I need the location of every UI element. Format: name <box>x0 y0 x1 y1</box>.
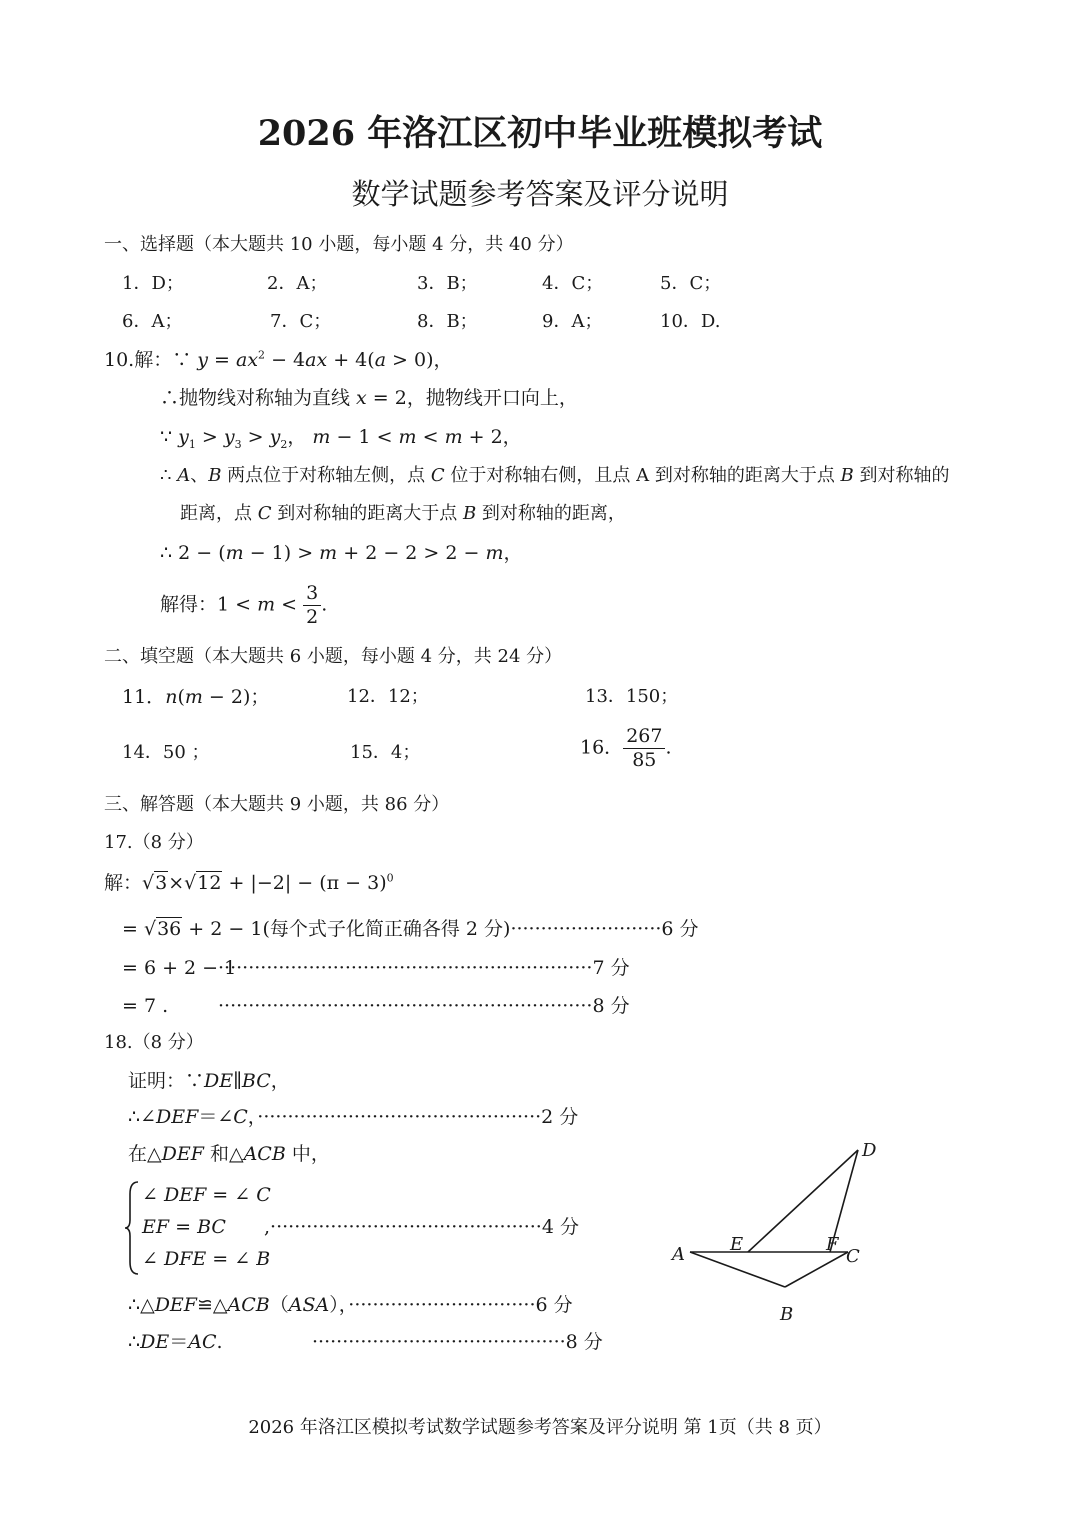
choice-answer: 8．B； <box>417 311 478 332</box>
choice-answer: 7．C； <box>270 311 332 332</box>
q17-step1: = √36 + 2 − 1(每个式子化简正确各得 2 分)·························6 分 <box>122 918 699 940</box>
point-label-b: B <box>780 1304 794 1325</box>
q10-line5: 距离，点 C 到对称轴的距离大于点 B 到对称轴的距离， <box>180 503 626 524</box>
q17-label: 17.（8 分） <box>104 832 204 853</box>
fill-answer-15: 15．4； <box>350 742 421 763</box>
segment-ed <box>748 1150 858 1252</box>
q18-proof-line2: ∴∠DEF＝∠C，···············································2 分 <box>128 1106 579 1128</box>
q17-expression: 解：$√3\times√12 + |-2| - (\pi - 3)^0$ <box>104 871 394 894</box>
point-label-a: A <box>672 1244 685 1265</box>
q18-condition2: EF = BC <box>142 1216 226 1238</box>
page-title: 2026 年洛江区初中毕业班模拟考试 <box>257 113 823 154</box>
q10-line3: ∵ $y_1 > y_3 > y_2$， m − 1 < m < m + 2， <box>160 426 522 451</box>
q10-line4: ∴ A、B 两点位于对称轴左侧，点 C 位于对称轴右侧，且点 A 到对称轴的距离大于点 B 到对称轴的 <box>160 465 950 486</box>
fill-answer-12: 12．12； <box>347 686 429 707</box>
q17-step3-score: ······························································8 分 <box>218 995 630 1017</box>
q18-proof-line1: 证明：∵DE∥BC， <box>128 1070 290 1092</box>
q18-proof-line3: 在△DEF 和△ACB 中， <box>128 1143 330 1165</box>
fill-answer-14: 14．50 ； <box>122 742 210 763</box>
page-footer: 2026 年洛江区模拟考试数学试题参考答案及评分说明 第 1页（共 8 页） <box>248 1417 832 1438</box>
segment-ab <box>690 1252 785 1287</box>
q17-step3: = 7 . <box>122 995 169 1017</box>
point-label-d: D <box>862 1140 877 1161</box>
q18-condition1: ∠ DEF = ∠ C <box>142 1184 271 1206</box>
brace <box>124 1180 140 1276</box>
section3-heading: 三、解答题（本大题共 9 小题，共 86 分） <box>104 794 450 815</box>
section1-heading: 一、选择题（本大题共 10 小题，每小题 4 分，共 40 分） <box>104 234 574 255</box>
fraction: $\frac{267}{85}$ <box>623 727 665 770</box>
q18-label: 18.（8 分） <box>104 1032 204 1053</box>
fraction: $\frac{3}{2}$ <box>303 584 321 627</box>
triangle-figure <box>660 1130 900 1330</box>
q10-line1: 10.解：∵ $y = ax^2 - 4ax + 4(a > 0)$， <box>104 348 453 371</box>
choice-answer: 2．A； <box>267 273 328 294</box>
page-subtitle: 数学试题参考答案及评分说明 <box>351 177 729 211</box>
q18-condition-score: ,·············································4 分 <box>264 1216 579 1238</box>
choice-answer: 6．A； <box>122 311 183 332</box>
point-label-f: F <box>826 1234 839 1255</box>
choice-answer: 4．C； <box>542 273 604 294</box>
fill-answer-11: 11．n(m − 2)； <box>122 686 270 708</box>
q10-line7: 解得：1 < m < $\frac{3}{2}$ . <box>160 582 328 628</box>
fill-answer-16: 16． $\frac{267}{85}$ . <box>580 725 672 771</box>
choice-answer: 3．B； <box>417 273 478 294</box>
point-label-e: E <box>730 1234 744 1255</box>
section2-heading: 二、填空题（本大题共 6 小题，每小题 4 分，共 24 分） <box>104 646 563 667</box>
choice-answer: 10．D. <box>660 311 721 332</box>
q17-step2: = 6 + 2 − 1 <box>122 957 237 979</box>
q17-step2-score: ······························································7 分 <box>218 957 630 979</box>
q18-condition3: ∠ DFE = ∠ B <box>142 1248 271 1270</box>
q10-line6: ∴ 2 − (m − 1) > m + 2 − 2 > 2 − m， <box>160 542 523 564</box>
q18-proof-line5-score: ··········································8 分 <box>312 1331 603 1353</box>
choice-answer: 9．A； <box>542 311 603 332</box>
point-label-c: C <box>846 1246 860 1267</box>
q10-line2: ∴抛物线对称轴为直线 x = 2，抛物线开口向上， <box>160 387 578 409</box>
choice-answer: 1．D； <box>122 273 184 294</box>
fill-answer-13: 13．150； <box>585 686 679 707</box>
q18-proof-line4: ∴△DEF≌△ACB（ASA），·······························6 分 <box>128 1294 573 1316</box>
segment-bc <box>785 1252 848 1287</box>
q18-proof-line5: ∴DE＝AC. <box>128 1331 223 1353</box>
choice-answer: 5．C； <box>660 273 722 294</box>
